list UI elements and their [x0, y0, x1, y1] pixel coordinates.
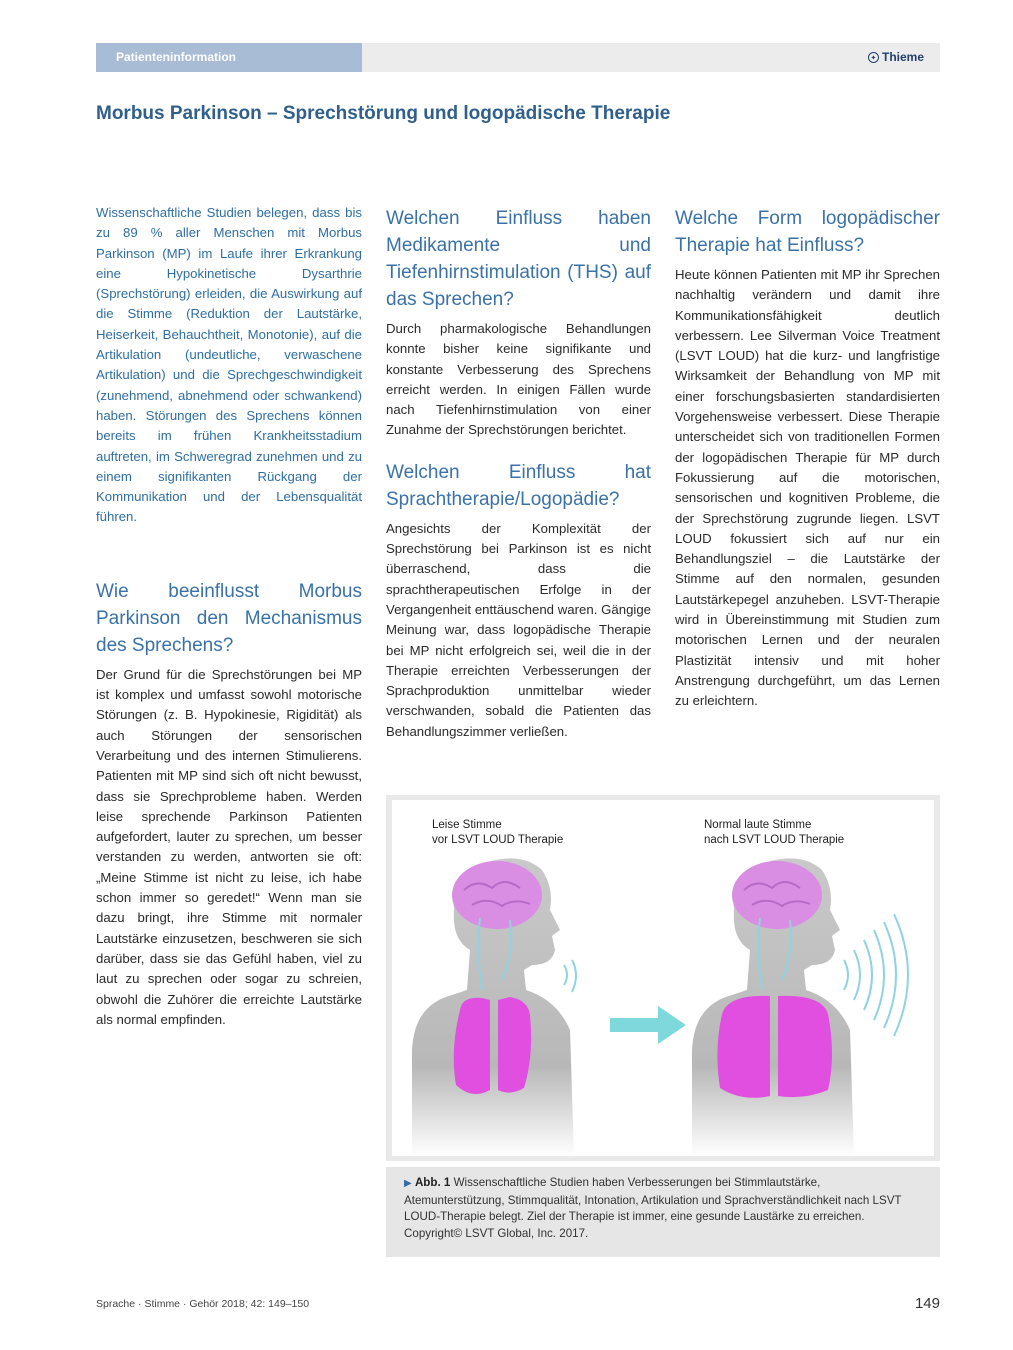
- citation: Sprache · Stimme · Gehör 2018; 42: 149–150: [96, 1298, 310, 1310]
- section-heading-medication: Welchen Einfluss haben Medikamente und Tiefenhirnstimulation (THS) auf das Sprechen?: [386, 208, 651, 310]
- figure-after-sound-waves: [844, 914, 908, 1036]
- body-paragraph-speech-therapy: Angesichts der Komplexität der Sprechstörung bei Parkinson ist es nicht überraschend, dass die sprachtherapeutischen Erfolge in der Vergangenheit enttäuschend waren. Gängige Meinung war, dass logopädische Therapie bei MP nicht erfolgreich sei, weil die in der Therapie erreichten Verbesserungen der Sprachproduktion unmittelbar wieder verschwanden, sobald die Patienten das Behandlungszimmer verließen.: [386, 520, 651, 739]
- body-paragraph-medication: Durch pharmakologische Behandlungen konnte bisher keine signifikante und konstante Verbesserung des Sprechens erreicht werden. In einigen Fällen wurde nach Tiefenhirnstimulation von einer Zunahme der Sprechstörungen berichtet.: [386, 321, 651, 438]
- figure-label-after-line2: nach LSVT LOUD Therapie: [704, 834, 845, 846]
- caption-text: Wissenschaftliche Studien haben Verbesserungen bei Stimmlautstärke, Atemunterstützung, Stimmqualität, Intonation, Artikulation und Sprachverständlichkeit nach LSVT LOUD-Therapie belegt. Ziel der Therapie ist immer, eine gesunde Laustärke zu erreichen. Copyright© LSVT Global, Inc. 2017.: [404, 1176, 902, 1240]
- figure-illustration: [392, 800, 934, 1156]
- body-paragraph-therapy-form: Heute können Patienten mit MP ihr Sprechen nachhaltig verändern und damit ihre Kommunikationsfähigkeit deutlich verbessern. Lee Silverman Voice Treatment (LSVT LOUD) hat die kurz- und langfristige Wirksamkeit der Behandlung von MP mit einer forschungsbasierten standardisierten Vorgehensweise verbessert. Diese Therapie unterscheidet sich von traditionellen Formen der logopädischen Therapie für MP durch Fokussierung auf die motorischen, sensorischen und kognitiven Probleme, die der Sprechstörung zugrunde liegen. LSVT LOUD fokussiert sich auf nur ein Behandlungsziel – die Lautstärke der Stimme auf den normalen, gesunden Lautstärkepegel anzuheben. LSVT-Therapie wird in Übereinstimmung mit Studien zum motorischen Lernen und der neuralen Plastizität intensiv und mit hoher Anstrengung durchgeführt, um das Lernen zu erleichtern.: [675, 267, 940, 709]
- anatomy-illustration: [392, 800, 934, 1156]
- publisher-brand: [868, 50, 924, 64]
- column-2: [386, 205, 651, 742]
- section-heading-mechanism: Wie beeinflusst Morbus Parkinson den Mechanismus des Sprechens?: [96, 580, 362, 656]
- figure-lsvt: [386, 795, 940, 1161]
- figure-before-brain: [452, 861, 542, 929]
- article-title: Morbus Parkinson – Sprechstörung und logopädische Therapie: [96, 103, 671, 124]
- progress-arrow: [610, 1006, 686, 1044]
- figure-after-brain: [732, 861, 822, 929]
- figure-before-sound-waves: [564, 960, 576, 992]
- caption-marker-icon: ▶: [404, 1178, 412, 1189]
- column-1: [96, 203, 362, 1030]
- section-label-bar: [96, 43, 362, 72]
- figure-caption: [386, 1167, 940, 1257]
- section-heading-speech-therapy: Welchen Einfluss hat Sprachtherapie/Logopädie?: [386, 461, 651, 510]
- figure-label-before-line2: vor LSVT LOUD Therapie: [432, 834, 564, 846]
- lead-paragraph: Wissenschaftliche Studien belegen, dass bis zu 89 % aller Menschen mit Morbus Parkinson (MP) im Laufe ihrer Erkrankung eine Hypokinetische Dysarthrie (Sprechstörung) erleiden, die Auswirkung auf die Stimme (Reduktion der Lautstärke, Heiserkeit, Behauchtheit, Monotonie), auf die Artikulation (undeutliche, verwaschene Artikulation) und die Sprechgeschwindigkeit (zunehmend, abnehmend oder schwankend) haben. Störungen des Sprechens können bereits im frühen Krankheitsstadium auftreten, im Schweregrad zunehmen und zu einem signifikanten Rückgang der Kommunikation und der Lebensqualität führen.: [96, 205, 362, 525]
- brand-name: Thieme: [881, 50, 924, 64]
- thieme-logo-icon: ✦: [868, 52, 879, 63]
- caption-label: Abb. 1: [414, 1176, 451, 1189]
- header-brand-bar: [362, 43, 940, 72]
- body-paragraph-mechanism: Der Grund für die Sprechstörungen bei MP ist komplex und umfasst sowohl motorische Störungen (z. B. Hypokinesie, Rigidität) als auch Störungen der sensorischen Verarbeitung und des internen Stimulierens. Patienten mit MP sind sich oft nicht bewusst, dass sie Sprechprobleme haben. Werden leise sprechende Parkinson Patienten aufgefordert, lauter zu sprechen, um besser verstanden zu werden, antworten sie oft: „Meine Stimme ist nicht zu leise, ich habe schon immer so geredet!“ Wenn man sie dazu bringt, ihre Stimme mit normaler Lautstärke einzusetzen, beschweren sie sich darüber, dass sie das Gefühl haben, viel zu laut zu sprechen oder sogar zu schreien, obwohl die Zuhörer die erreichte Lautstärke als normal empfinden.: [96, 666, 362, 1027]
- section-heading-therapy-form: Welche Form logopädischer Therapie hat Einfluss?: [675, 208, 940, 256]
- section-label: Patienteninformation: [116, 50, 237, 64]
- caption-text-block: [404, 1175, 922, 1242]
- column-3: [675, 205, 940, 712]
- page-number: 149: [914, 1295, 940, 1312]
- figure-label-before-line1: Leise Stimme: [432, 819, 502, 831]
- figure-label-after-line1: Normal laute Stimme: [704, 819, 812, 831]
